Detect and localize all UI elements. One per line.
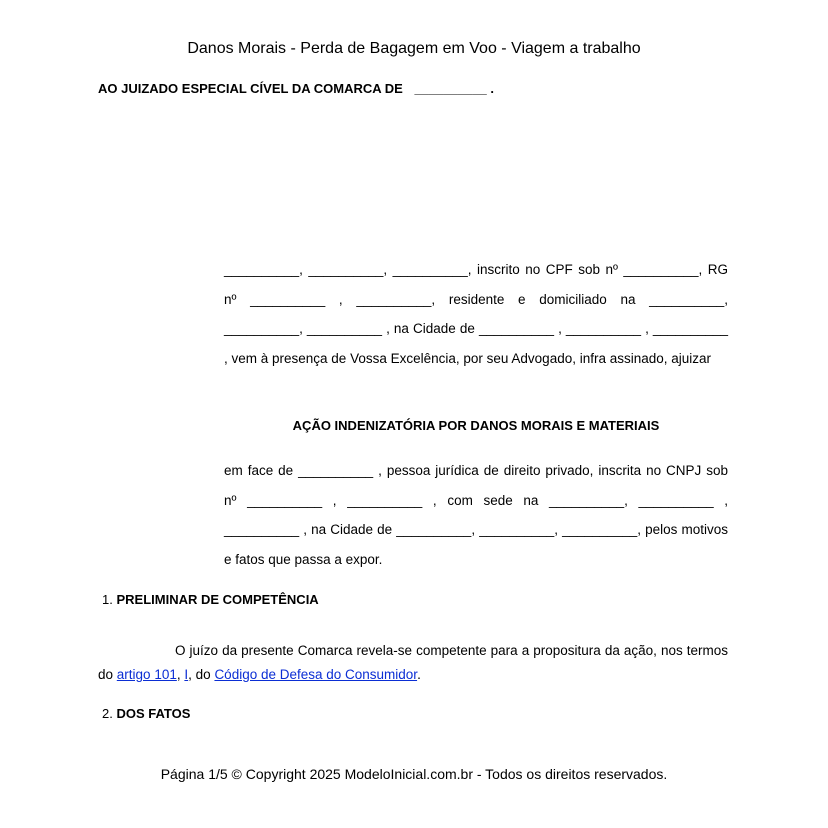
defendant-qualification: em face de __________ , pessoa jurídica de direito privado, inscrita no CNPJ sob nº __________ , __________ , com sede na __________, __________ , __________ , na Cidade de __________, __________, __________, pelos motivos e fatos que passa a expor. bbox=[224, 463, 728, 567]
do-separator: , do bbox=[188, 667, 211, 682]
plaintiff-qualification: __________, __________, __________, inscrito no CPF sob nº __________, RG nº __________ , __________, residente e domiciliado na __________, __________, __________ , na Cidade de __________ , __________ , __________ , vem à presença de Vossa Excelência, por seu Advogado, infra assinado, ajuizar bbox=[224, 262, 728, 366]
artigo-101-link[interactable]: artigo 101 bbox=[116, 667, 177, 682]
addressee-text: AO JUIZADO ESPECIAL CÍVEL DA COMARCA DE bbox=[98, 81, 403, 96]
section-number: 2. bbox=[102, 706, 113, 721]
competencia-end: . bbox=[417, 667, 421, 682]
competencia-paragraph bbox=[98, 639, 728, 687]
section-heading-fatos bbox=[102, 706, 190, 721]
section-number: 1. bbox=[102, 592, 113, 607]
inciso-link[interactable]: I bbox=[184, 667, 189, 682]
addressee-end: . bbox=[490, 81, 494, 96]
addressee-line bbox=[98, 81, 494, 96]
section-heading-competencia bbox=[102, 592, 319, 607]
competencia-text: O juízo da presente Comarca revela-se competente para a propositura da ação, nos termos do bbox=[98, 643, 728, 682]
page-footer: Página 1/5 © Copyright 2025 ModeloInicial.com.br - Todos os direitos reservados. bbox=[160, 766, 668, 782]
addressee-blank: __________ bbox=[414, 81, 487, 96]
action-title: AÇÃO INDENIZATÓRIA POR DANOS MORAIS E MATERIAIS bbox=[292, 418, 660, 433]
section-title: PRELIMINAR DE COMPETÊNCIA bbox=[116, 592, 319, 607]
cdc-link[interactable]: Código de Defesa do Consumidor bbox=[214, 667, 418, 682]
section-title: DOS FATOS bbox=[116, 706, 191, 721]
page-title: Danos Morais - Perda de Bagagem em Voo - Viagem a trabalho bbox=[187, 40, 641, 57]
comma-separator: , bbox=[176, 667, 181, 682]
